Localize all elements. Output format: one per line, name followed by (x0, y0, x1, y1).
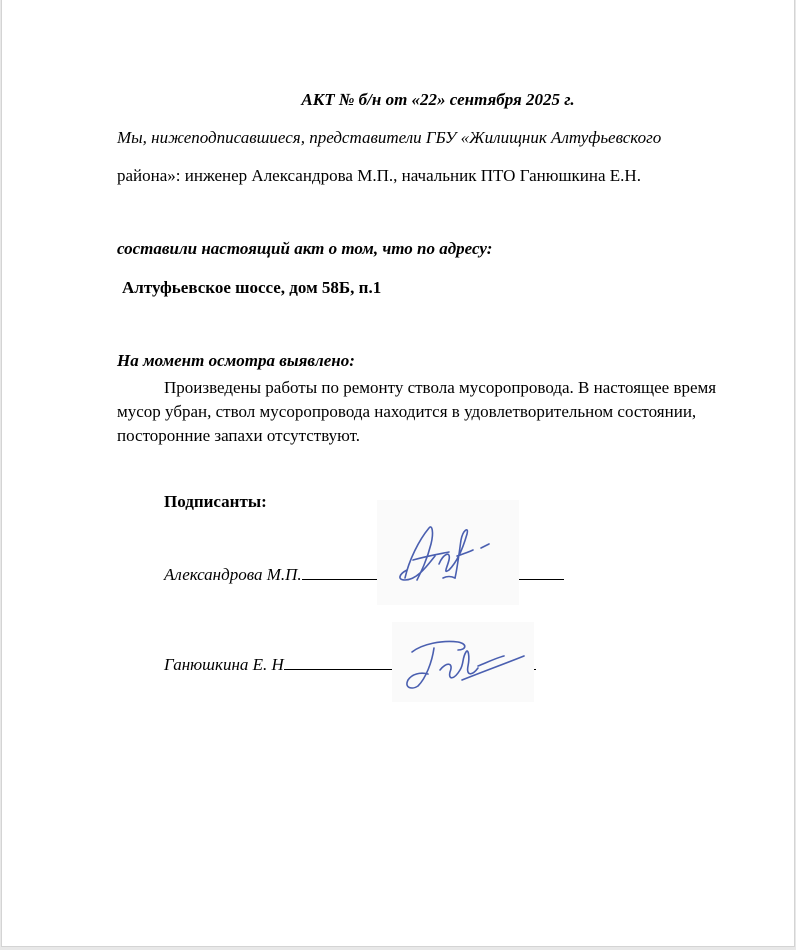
intro-line-2: района»: инженер Александрова М.П., начальник ПТО Ганюшкина Е.Н. (117, 166, 641, 185)
signature-1-image (377, 500, 519, 605)
signature-1-scribble (377, 500, 519, 605)
inspection-text: Произведены работы по ремонту ствола мусоропровода. В настоящее время мусор убран, ствол мусоропровода находится в удовлетворительном состоянии, посторонние запахи отсутствуют. (117, 378, 717, 445)
address: Алтуфьевское шоссе, дом 58Б, п.1 (122, 278, 382, 297)
signature-2-image (392, 622, 534, 702)
signer-2-name: Ганюшкина Е. Н (164, 655, 284, 674)
compose-heading: составили настоящий акт о том, что по адресу: (117, 239, 493, 258)
signature-2-scribble (392, 622, 534, 702)
inspection-heading: На момент осмотра выявлено: (117, 351, 355, 370)
document-page (1, 0, 795, 947)
act-title: АКТ № б/н от «22» сентября 2025 г. (301, 90, 575, 109)
intro-line-1: Мы, нижеподписавшиеся, представители ГБУ «Жилищник Алтуфьевского (117, 128, 662, 147)
signers-heading: Подписанты: (164, 492, 267, 511)
signer-1-name: Александрова М.П. (164, 565, 302, 584)
